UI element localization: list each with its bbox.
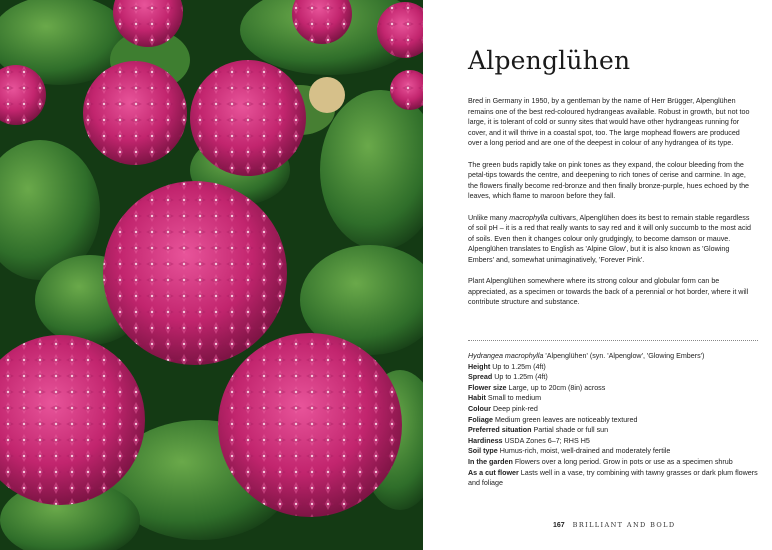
paragraph-1: Bred in Germany in 1950, by a gentleman by the name of Herr Brügger, Alpenglühen remains one of the best red-coloured hydrangeas available. Robust in growth, but not too large, it is tolerant of cold or sunny sites that would have other hydrangeas running for cover, and it will thrive in a coastal spot, too. The large mophead flowers are produced over a long period and are one of the deepest in colour of any hydrangea of its type. xyxy=(468,97,750,148)
spec-row xyxy=(468,415,758,426)
spec-row xyxy=(468,425,758,436)
spec-label: Hardiness xyxy=(468,436,503,445)
page-number: 167 xyxy=(553,522,565,529)
paragraph-3-after: cultivars, Alpenglühen does its best to remain stable regardless of soil pH – it is a red that really wants to say red and it will only succumb to the most acid of soils. Even then it changes colour only grudgingly, to become damson or mauve. Alpenglühen translates to English as 'Alpine Glow', but it is also known as 'Glowing Embers' and, somewhat unimaginatively, 'Forever Pink'. xyxy=(468,213,751,264)
spec-row xyxy=(468,362,758,373)
spec-row xyxy=(468,404,758,415)
spec-value: USDA Zones 6–7; RHS H5 xyxy=(502,436,590,445)
spec-value: Medium green leaves are noticeably textured xyxy=(493,415,638,424)
page-title: Alpenglühen xyxy=(468,46,631,75)
spec-row xyxy=(468,446,758,457)
body-text xyxy=(468,96,753,318)
spec-value: Up to 1.25m (4ft) xyxy=(492,373,548,382)
spec-value: Flowers over a long period. Grow in pots or use as a specimen shrub xyxy=(512,457,733,466)
spec-row xyxy=(468,436,758,447)
spec-rows xyxy=(468,362,758,489)
spec-row xyxy=(468,393,758,404)
spec-value: Humus-rich, moist, well-drained and moderately fertile xyxy=(497,447,671,456)
section-title: BRILLIANT AND BOLD xyxy=(572,521,676,529)
spec-label: Habit xyxy=(468,394,486,403)
page-footer xyxy=(553,521,675,529)
spec-label: Flower size xyxy=(468,383,507,392)
paragraph-3-italic: macrophylla xyxy=(509,213,548,222)
spec-value: Small to medium xyxy=(485,394,542,403)
spec-label: Preferred situation xyxy=(468,426,532,435)
plant-specs xyxy=(468,351,758,489)
spec-value: Lasts well in a vase, try combining with tawny grasses or dark plum flowers and foliage xyxy=(468,468,758,488)
spec-label: In the garden xyxy=(468,457,513,466)
text-page xyxy=(423,0,772,550)
spec-label: Foliage xyxy=(468,415,493,424)
spec-label: As a cut flower xyxy=(468,468,519,477)
dotted-divider xyxy=(468,340,758,341)
spec-botanical-name xyxy=(468,351,758,362)
spec-row xyxy=(468,468,758,489)
paragraph-3-before: Unlike many xyxy=(468,213,510,222)
spec-value: Large, up to 20cm (8in) across xyxy=(506,383,606,392)
spec-row xyxy=(468,383,758,394)
paragraph-4: Plant Alpenglühen somewhere where its strong colour and globular form can be appreciated, as a specimen or towards the back of a perennial or hot border, where it will contribute structure and substance. xyxy=(468,277,749,307)
spec-value: Up to 1.25m (4ft) xyxy=(490,362,546,371)
spec-label: Soil type xyxy=(468,447,498,456)
spec-value: Deep pink-red xyxy=(491,404,538,413)
spec-row xyxy=(468,457,758,468)
spec-label: Colour xyxy=(468,404,492,413)
spec-label: Height xyxy=(468,362,491,371)
spec-value: Partial shade or full sun xyxy=(531,426,609,435)
paragraph-2: The green buds rapidly take on pink tones as they expand, the colour bleeding from the petal-tips towards the centre, and deepening to rich tones of cerise and carmine. In age, the flowers finally become red-bronze and then finally bronze-purple, hues echoed by the leaves, which flame to maroon before they fall. xyxy=(468,160,750,201)
spec-row xyxy=(468,372,758,383)
latin-name: Hydrangea macrophylla xyxy=(468,352,544,360)
spec-label: Spread xyxy=(468,373,493,382)
paragraph-3 xyxy=(468,213,753,266)
cultivar-name: 'Alpenglühen' (syn. 'Alpenglow', 'Glowing Embers') xyxy=(543,352,705,360)
